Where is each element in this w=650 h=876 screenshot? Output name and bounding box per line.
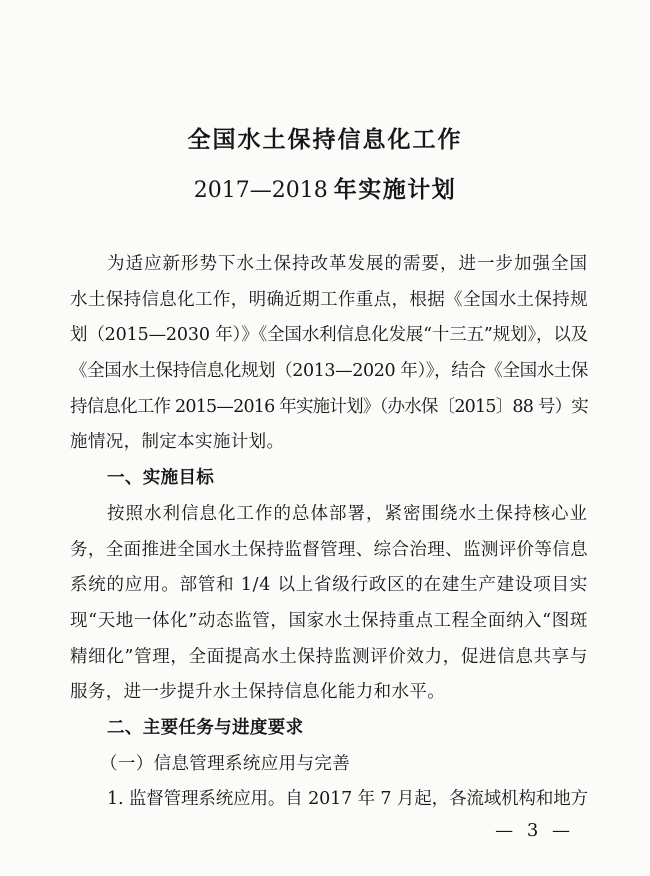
document-body — [70, 247, 588, 818]
document-title — [0, 124, 650, 156]
goals-paragraph-line: 现“天地一体化”动态监管，国家水土保持重点工程全面纳入“图斑 — [70, 610, 588, 631]
intro-paragraph-line: 《全国水土保持信息化规划（2013—2020 年）》，结合《全国水土保 — [70, 361, 588, 382]
goals-paragraph-line: 系统的应用。部管和 1/4 以上省级行政区的在建生产建设项目实 — [70, 575, 588, 596]
section-heading-goals: 一、实施目标 — [107, 468, 215, 489]
goals-paragraph-line: 务，全面推进全国水土保持监督管理、综合治理、监测评价等信息 — [70, 539, 588, 560]
intro-paragraph-line: 持信息化工作 2015—2016 年实施计划》（办水保〔2015〕88 号）实 — [70, 396, 588, 417]
intro-paragraph-line: 施情况，制定本实施计划。 — [70, 432, 285, 453]
title-years: 2017—2018 — [193, 178, 328, 203]
goals-paragraph-line: 精细化”管理，全面提高水土保持监测评价效力，促进信息共享与 — [70, 646, 588, 667]
title-plan-label: 年实施计划 — [333, 176, 457, 203]
subsection-heading: （一）信息管理系统应用与完善 — [100, 753, 351, 774]
intro-paragraph-line: 划（2015—2030 年）》《全国水利信息化发展“十三五”规划》，以及 — [70, 325, 588, 346]
task-item-line: 1. 监督管理系统应用。自 2017 年 7 月起，各流域机构和地方 — [107, 789, 588, 810]
section-heading-tasks: 二、主要任务与进度要求 — [107, 717, 304, 738]
title-line-1: 全国水土保持信息化工作 — [187, 126, 463, 153]
intro-paragraph-line: 水土保持信息化工作，明确近期工作重点，根据《全国水土保持规 — [70, 289, 588, 310]
intro-paragraph-line: 为适应新形势下水土保持改革发展的需要，进一步加强全国 — [107, 254, 588, 274]
goals-paragraph-line: 按照水利信息化工作的总体部署，紧密围绕水土保持核心业 — [107, 503, 588, 524]
document-subtitle — [0, 174, 650, 207]
page-number: — 3 — — [495, 820, 574, 841]
goals-paragraph-line: 服务，进一步提升水土保持信息化能力和水平。 — [70, 682, 446, 703]
